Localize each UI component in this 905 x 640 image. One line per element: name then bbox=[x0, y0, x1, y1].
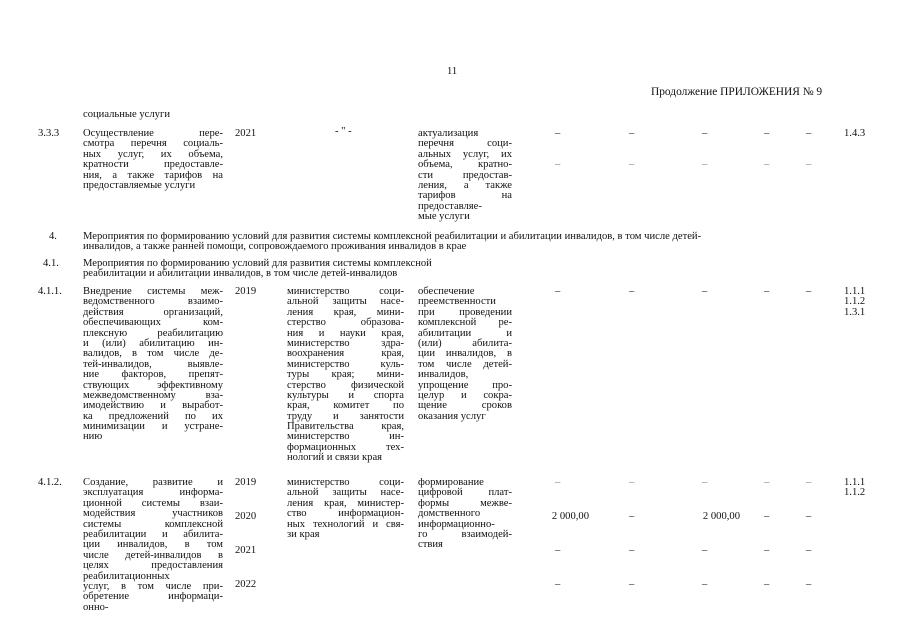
value-cell: – bbox=[629, 579, 635, 590]
text-line: зи края bbox=[287, 528, 320, 540]
text-line: культуры и спорта bbox=[287, 389, 404, 401]
text-line: услуг, в том числе при- bbox=[83, 580, 223, 592]
text-line: ции инвалидов, в том bbox=[83, 539, 223, 551]
text-line: оказания услуг bbox=[418, 410, 486, 422]
text-line: минимизации и устране- bbox=[83, 421, 223, 433]
value-cell: – bbox=[806, 128, 812, 139]
text-line: воохранения края, bbox=[287, 348, 404, 360]
executor bbox=[287, 287, 404, 464]
text-line: объема, кратно- bbox=[418, 159, 512, 171]
continuation-header: Продолжение ПРИЛОЖЕНИЯ № 9 bbox=[651, 86, 823, 98]
text-line: Осуществление пере- bbox=[83, 128, 223, 139]
value-cell: – bbox=[629, 128, 635, 139]
text-line: 1.1.2 bbox=[844, 296, 866, 308]
text-line: Создание, развитие и bbox=[83, 477, 223, 488]
text-line: ния и науки края, bbox=[287, 327, 404, 339]
expected-result bbox=[418, 287, 512, 422]
text-line: межведомственному вза- bbox=[83, 389, 223, 401]
text-line: формы межве- bbox=[418, 497, 512, 509]
text-line: преемственности bbox=[418, 296, 496, 308]
text-line: перечня соци- bbox=[418, 138, 512, 150]
value-cell: – bbox=[806, 159, 812, 170]
value-cell: – bbox=[764, 128, 770, 139]
text-line: эксплуатация информа- bbox=[83, 487, 223, 499]
value-cell: – bbox=[806, 579, 812, 590]
value-cell: – bbox=[702, 286, 708, 297]
value-cell: – bbox=[702, 159, 708, 170]
text-line: ления края, министер- bbox=[287, 497, 404, 509]
measure-name bbox=[83, 478, 223, 613]
text-line: ления края, мини- bbox=[287, 306, 404, 318]
value-cell: – bbox=[702, 579, 708, 590]
text-line: реабилитации и абилита- bbox=[83, 528, 223, 540]
value-cell: – bbox=[806, 477, 812, 488]
text-line: 1.3.1 bbox=[844, 306, 866, 318]
value-cell: – bbox=[629, 159, 635, 170]
text-line: Мероприятия по формированию условий для развития системы комплексной реабилитации и абилитации инвалидов, в том числе детей- bbox=[83, 231, 702, 242]
value-cell: 2 000,00 bbox=[702, 511, 740, 522]
row-number: 4.1.1. bbox=[38, 286, 62, 297]
value-cell: – bbox=[702, 477, 708, 488]
page-number: 11 bbox=[447, 66, 458, 77]
value-cell: – bbox=[702, 128, 708, 139]
text-line: актуализация bbox=[418, 128, 479, 139]
text-line: альной защиты насе- bbox=[287, 296, 404, 308]
indicator-codes bbox=[844, 478, 865, 499]
text-line: обеспечивающих ком- bbox=[83, 317, 223, 329]
value-cell: – bbox=[555, 159, 561, 170]
text-line: ка предложений по их bbox=[83, 410, 223, 422]
value-cell: – bbox=[555, 579, 561, 590]
year: 2020 bbox=[235, 511, 257, 522]
value-cell: – bbox=[629, 545, 635, 556]
expected-result bbox=[418, 478, 512, 551]
text-line: предоставляе- bbox=[418, 200, 482, 212]
measure-name bbox=[83, 129, 223, 191]
text-line: онно- bbox=[83, 601, 109, 613]
text-line: числе детей-инвалидов в bbox=[83, 549, 223, 561]
value-cell: – bbox=[806, 545, 812, 556]
text-line: труду и занятости bbox=[287, 410, 404, 422]
text-line: инвалидов, bbox=[418, 369, 469, 381]
indicator-codes bbox=[844, 287, 865, 318]
text-line: ние факторов, препят- bbox=[83, 369, 223, 381]
text-line: системы комплексной bbox=[83, 518, 223, 530]
text-line: ство информацион- bbox=[287, 508, 404, 520]
text-line: при проведении bbox=[418, 306, 512, 318]
text-line: действия организаций, bbox=[83, 306, 223, 318]
text-line: ствия bbox=[418, 539, 443, 551]
year: 2019 bbox=[235, 477, 257, 488]
text-line: комплексной ре- bbox=[418, 317, 512, 329]
expected-result bbox=[418, 129, 512, 223]
carryover-text: социальные услуги bbox=[83, 109, 170, 120]
text-line: туры края; мини- bbox=[287, 369, 404, 381]
text-line: министерство куль- bbox=[287, 358, 404, 370]
text-line: (или) абилита- bbox=[418, 337, 512, 349]
year: 2021 bbox=[235, 545, 257, 556]
text-line: министерство соци- bbox=[287, 286, 404, 297]
text-line: министерство ин- bbox=[287, 431, 404, 443]
section-title bbox=[83, 232, 701, 253]
text-line: формационных тех- bbox=[287, 441, 404, 453]
text-line: альных услуг, их bbox=[418, 148, 512, 160]
text-line: щение сроков bbox=[418, 400, 512, 412]
year: 2021 bbox=[235, 128, 257, 139]
text-line: го взаимодей- bbox=[418, 528, 512, 540]
measure-name bbox=[83, 287, 223, 443]
value-cell: – bbox=[629, 286, 635, 297]
text-line: предоставляемые услуги bbox=[83, 179, 196, 191]
year: 2019 bbox=[235, 286, 257, 297]
value-cell: – bbox=[555, 477, 561, 488]
text-line: нологий и связи края bbox=[287, 452, 383, 464]
value-cell: – bbox=[555, 286, 561, 297]
text-line: абилитации и bbox=[418, 327, 512, 339]
text-line: министерство здра- bbox=[287, 337, 404, 349]
text-line: стерство физической bbox=[287, 379, 404, 391]
text-line: 1.1.1 bbox=[844, 286, 866, 297]
value-cell: – bbox=[806, 511, 812, 522]
value-cell: – bbox=[764, 286, 770, 297]
text-line: министерство соци- bbox=[287, 477, 404, 488]
text-line: реабилитации и абилитации инвалидов, в том числе детей-инвалидов bbox=[83, 268, 398, 280]
value-cell: – bbox=[764, 511, 770, 522]
text-line: сти предостав- bbox=[418, 169, 512, 181]
text-line: ных услуг, их объема, bbox=[83, 148, 223, 160]
text-line: ных технологий и свя- bbox=[287, 518, 404, 530]
text-line: инвалидов, а также ранней помощи, сопровождаемого проживания инвалидов в крае bbox=[83, 241, 467, 253]
text-line: смотра перечня социаль- bbox=[83, 138, 223, 150]
text-line: Правительства края, bbox=[287, 421, 404, 433]
text-line: тарифов на bbox=[418, 190, 512, 202]
text-line: 1.1.2 bbox=[844, 487, 866, 499]
value-cell: – bbox=[629, 477, 635, 488]
text-line: обретение информаци- bbox=[83, 591, 223, 603]
text-line: альной защиты насе- bbox=[287, 487, 404, 499]
value-cell: – bbox=[764, 545, 770, 556]
subsection-title bbox=[83, 259, 432, 280]
text-line: мые услуги bbox=[418, 211, 470, 223]
value-cell: – bbox=[555, 545, 561, 556]
text-line: Мероприятия по формированию условий для развития системы комплексной bbox=[83, 258, 432, 269]
value-cell: – bbox=[764, 477, 770, 488]
text-line: нию bbox=[83, 431, 103, 443]
section-number: 4. bbox=[49, 231, 57, 242]
executor bbox=[287, 478, 404, 540]
text-line: Внедрение системы меж- bbox=[83, 286, 223, 297]
row-number: 3.3.3 bbox=[38, 128, 60, 139]
text-line: формирование bbox=[418, 477, 484, 488]
text-line: упрощение про- bbox=[418, 379, 512, 391]
value-cell: – bbox=[702, 545, 708, 556]
text-line: ведомственного взаимо- bbox=[83, 296, 223, 308]
text-line: 1.1.1 bbox=[844, 477, 866, 488]
text-line: информационно- bbox=[418, 518, 495, 530]
text-line: кратности предоставле- bbox=[83, 159, 223, 171]
text-line: цифровой плат- bbox=[418, 487, 512, 499]
text-line: ции инвалидов, в bbox=[418, 348, 512, 360]
value-cell: – bbox=[764, 159, 770, 170]
subsection-number: 4.1. bbox=[43, 258, 59, 269]
value-cell: – bbox=[764, 579, 770, 590]
value-cell: – bbox=[629, 511, 635, 522]
indicator-code: 1.4.3 bbox=[844, 128, 866, 139]
text-line: и (или) абилитацию ин- bbox=[83, 337, 223, 349]
text-line: края, комитет по bbox=[287, 400, 404, 412]
row-number: 4.1.2. bbox=[38, 477, 62, 488]
value-cell: 2 000,00 bbox=[551, 511, 589, 522]
text-line: обеспечение bbox=[418, 286, 475, 297]
text-line: том числе детей- bbox=[418, 358, 512, 370]
value-cell: – bbox=[555, 128, 561, 139]
text-line: плексную реабилитацию bbox=[83, 327, 223, 339]
text-line: реабилитационных bbox=[83, 570, 170, 582]
text-line: имодействию и выработ- bbox=[83, 400, 223, 412]
text-line: домственного bbox=[418, 508, 481, 520]
text-line: валидов, в том числе де- bbox=[83, 348, 223, 360]
text-line: ления, а также bbox=[418, 179, 512, 191]
text-line: стерство образова- bbox=[287, 317, 404, 329]
text-line: тей-инвалидов, выявле- bbox=[83, 358, 223, 370]
executor-ditto: - " - bbox=[335, 126, 352, 137]
value-cell: – bbox=[806, 286, 812, 297]
year: 2022 bbox=[235, 579, 257, 590]
text-line: ния, а также тарифов на bbox=[83, 169, 223, 181]
text-line: ционной системы взаи- bbox=[83, 497, 223, 509]
text-line: целях предоставления bbox=[83, 560, 223, 572]
text-line: ствующих эффективному bbox=[83, 379, 223, 391]
text-line: модействия участников bbox=[83, 508, 223, 520]
text-line: целур и сокра- bbox=[418, 389, 512, 401]
